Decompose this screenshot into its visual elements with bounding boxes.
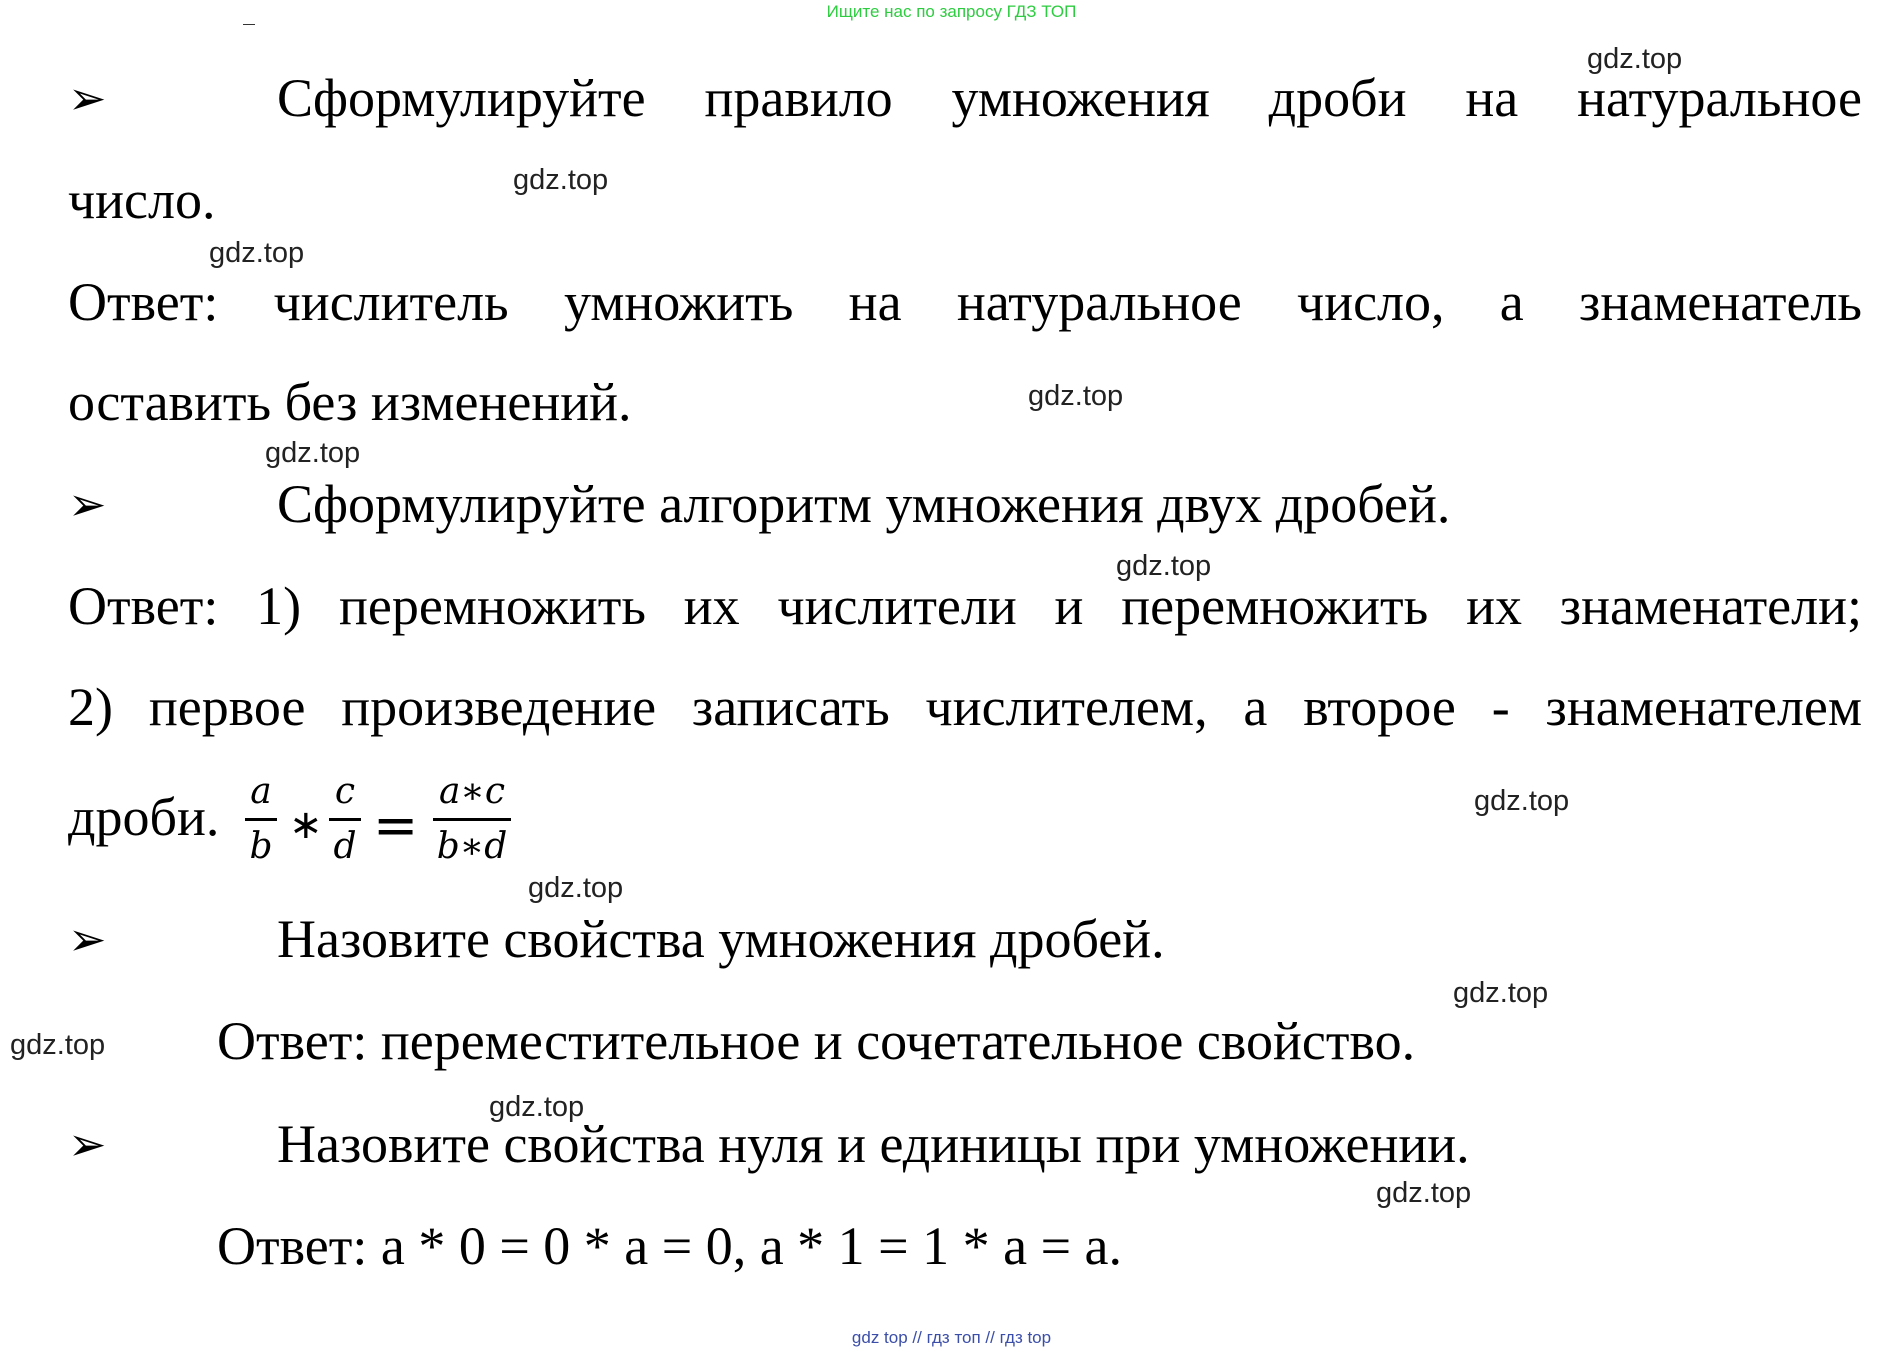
numerator: a: [250, 771, 272, 812]
answer-1-line-1: Ответ: числитель умножить на натуральное число, а знаменатель: [68, 272, 1862, 332]
question-1-line-2: число.: [68, 170, 216, 230]
fraction-bar: [329, 818, 361, 821]
question-2: Сформулируйте алгоритм умножения двух дробей.: [277, 474, 1451, 534]
watermark-text: gdz.top: [1028, 380, 1124, 412]
answer-2-line-3: дроби.: [68, 787, 220, 847]
answer-2-line-2: 2) первое произведение записать числителем, а второе - знаменателем: [68, 677, 1862, 737]
answer-2-line-1: Ответ: 1) перемножить их числители и перемножить их знаменатели;: [68, 576, 1862, 636]
bullet-arrow-icon: ➢: [68, 912, 107, 966]
watermark-text: gdz.top: [1587, 43, 1683, 75]
question-1-line-1: Сформулируйте правило умножения дроби на натуральное: [277, 68, 1862, 128]
answer-1-line-2: оставить без изменений.: [68, 372, 632, 432]
fraction-bar: [245, 818, 277, 821]
bullet-arrow-icon: ➢: [68, 71, 107, 125]
answer-4: Ответ: a * 0 = 0 * a = 0, a * 1 = 1 * a = a.: [217, 1216, 1123, 1276]
denominator: d: [333, 826, 357, 867]
fraction-a-over-b: [245, 772, 277, 867]
watermark-text: gdz.top: [513, 164, 609, 196]
answer-3: Ответ: переместительное и сочетательное свойство.: [217, 1011, 1416, 1071]
fraction-bar: [433, 818, 511, 821]
question-4: Назовите свойства нуля и единицы при умножении.: [277, 1114, 1470, 1174]
equals-sign: =: [373, 794, 419, 857]
bullet-arrow-icon: ➢: [68, 1117, 107, 1171]
search-hint-link[interactable]: Ищите нас по запросу ГДЗ ТОП: [826, 2, 1077, 21]
watermark-text: gdz.top: [10, 1029, 106, 1061]
watermark-text: gdz.top: [528, 872, 624, 904]
fraction-formula: [241, 772, 541, 882]
watermark-text: gdz.top: [1376, 1177, 1472, 1209]
watermark-text: gdz.top: [1453, 977, 1549, 1009]
watermark-text: gdz.top: [265, 437, 361, 469]
numerator: a∗c: [438, 771, 506, 812]
watermark-text: gdz.top: [1474, 785, 1570, 817]
watermark-text: gdz.top: [209, 237, 305, 269]
denominator: b: [249, 826, 273, 867]
numerator: c: [334, 771, 356, 812]
fraction-ac-over-bd: [433, 772, 511, 867]
bullet-arrow-icon: ➢: [68, 477, 107, 531]
question-3: Назовите свойства умножения дробей.: [277, 909, 1165, 969]
denominator: b∗d: [436, 826, 508, 867]
corner-dash: [243, 24, 255, 25]
multiply-sign: ∗: [289, 802, 323, 848]
watermark-text: gdz.top: [489, 1091, 585, 1123]
footer-links[interactable]: gdz top // гдз топ // гдз top: [851, 1328, 1052, 1347]
watermark-text: gdz.top: [1116, 550, 1212, 582]
fraction-c-over-d: [329, 772, 361, 867]
